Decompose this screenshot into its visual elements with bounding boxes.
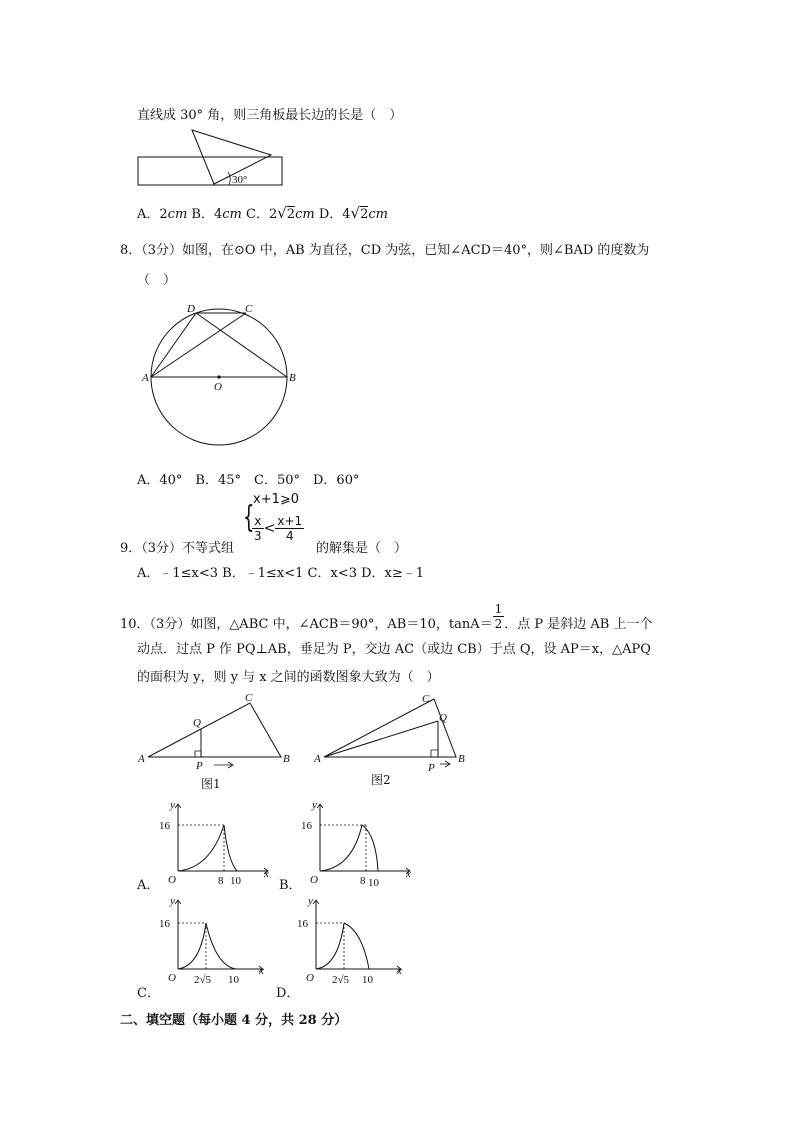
graph-option-c (158, 894, 278, 984)
q8-options: A．40° B．45° C．50° D．60° (137, 473, 360, 488)
center-point (217, 375, 220, 378)
x-end-label: 10 (362, 974, 373, 986)
label-a: A (142, 372, 149, 384)
x-end-label: 10 (228, 974, 239, 986)
right-angle-mark-1 (195, 751, 201, 757)
graph-option-b (300, 798, 420, 888)
y-value-label: 16 (159, 820, 170, 832)
fig2-label-b: B (458, 753, 465, 765)
graph-option-c-label: C． (137, 986, 160, 1001)
graph-option-d (296, 894, 416, 984)
q9-inequality-2: $\frac{x}{3}$ < $\frac{x+1}{4}$ (254, 514, 303, 543)
q8-stem-line1: 8．（3分）如图，在⊙O 中，AB 为直径，CD 为弦，已知∠ACD＝40°，则∠BAD 的度数为 (120, 243, 650, 258)
q10-line2: 动点．过点 P 作 PQ⊥AB，垂足为 P，交边 AC（或边 CB）于点 Q，设 AP＝x，△APQ (137, 642, 651, 657)
label-b: B (289, 372, 296, 384)
q9-suffix: 的解集是（ ） (316, 541, 408, 556)
q9-prefix: 9．（3分）不等式组 (120, 541, 235, 556)
triangle-abc-1 (148, 703, 281, 757)
fig1-label-p: P (196, 760, 203, 772)
curve-fall (206, 923, 236, 969)
label-c: C (245, 303, 253, 315)
chord-ac (151, 313, 246, 377)
y-axis-label: y (308, 895, 313, 907)
chord-db (196, 313, 287, 377)
fig2-label-c: C (422, 693, 430, 705)
x-axis-label: x (264, 868, 269, 880)
x-peak-label: 2√5 (332, 974, 350, 986)
curve-rise (178, 825, 224, 871)
graph-option-a-label: A． (137, 878, 160, 893)
label-d: D (187, 303, 195, 315)
angle-arc (228, 172, 230, 185)
curve-rise (178, 923, 206, 969)
x-end-label: 10 (368, 877, 379, 889)
fig1-label-a: A (138, 753, 145, 765)
y-value-label: 16 (297, 918, 308, 930)
right-angle-mark-2 (431, 750, 438, 757)
curve-rise (320, 825, 362, 871)
x-end-label: 10 (230, 875, 241, 887)
curve-fall (344, 923, 369, 969)
y-value-label: 16 (159, 918, 170, 930)
curve-fall (224, 825, 237, 871)
y-axis-label: y (170, 799, 175, 811)
q7-option-c: C．2 (246, 207, 278, 222)
fig2-caption: 图2 (371, 773, 391, 787)
origin-label: O (168, 874, 176, 886)
origin-label: O (168, 972, 176, 984)
q8-stem-line2: （ ） (137, 273, 177, 288)
fig2-label-a: A (314, 753, 321, 765)
x-axis-label: x (397, 965, 402, 977)
q7-figure (136, 128, 286, 190)
section-heading-fill-in: 二、填空题（每小题 4 分，共 28 分） (120, 1013, 348, 1028)
fig2-label-p: P (428, 762, 435, 774)
q7-option-d: D．4 (318, 207, 351, 222)
x-axis-label: x (406, 868, 411, 880)
y-value-label: 16 (301, 820, 312, 832)
q7-stem-tail: 直线成 30° 角，则三角板最长边的长是（ ） (137, 108, 403, 123)
origin-label: O (306, 972, 314, 984)
q7-options: A．2cm B．4cm C．2√2cm D．4√2cm (137, 204, 388, 222)
q9-inequality-1: x+1⩾0 (253, 492, 300, 507)
angle-label: 30° (232, 174, 248, 186)
origin-label: O (310, 874, 318, 886)
fig1-label-q: Q (193, 717, 201, 729)
triangle-abc-2 (324, 699, 456, 757)
q9-brace: { (243, 500, 255, 535)
q8-circle-figure (140, 300, 300, 460)
label-o: O (214, 381, 222, 393)
x-peak-label: 2√5 (194, 974, 212, 986)
q10-figure2 (314, 690, 474, 790)
graph-option-d-label: D． (276, 986, 300, 1001)
y-axis-label: y (312, 799, 317, 811)
fig1-caption: 图1 (201, 777, 221, 791)
q9-options: A．﹣1≤x<3 B．﹣1≤x<1 C．x<3 D．x≥﹣1 (137, 566, 425, 581)
q7-option-a: A．2 (137, 207, 168, 222)
x-peak-label: 8 (360, 875, 366, 887)
x-peak-label: 8 (218, 875, 224, 887)
graph-option-a (158, 798, 278, 888)
q10-line1: 10．（3分）如图，△ABC 中，∠ACB＝90°，AB＝10，tanA＝ $\frac{1}{2}$ ．点 P 是斜边 AB 上一个 (120, 602, 653, 632)
curve-rise (316, 923, 344, 969)
fig2-label-q: Q (439, 712, 447, 724)
curve-fall (362, 825, 378, 871)
graph-option-b-label: B． (279, 878, 302, 893)
fig1-label-c: C (245, 692, 253, 704)
x-axis-label: x (259, 965, 264, 977)
y-axis-label: y (170, 895, 175, 907)
q7-option-b: B．4 (191, 207, 223, 222)
ruler-rectangle (138, 157, 282, 185)
chord-ad (151, 313, 196, 377)
q10-line3: 的面积为 y，则 y 与 x 之间的函数图象大致为（ ） (137, 670, 440, 685)
fig1-label-b: B (283, 753, 290, 765)
